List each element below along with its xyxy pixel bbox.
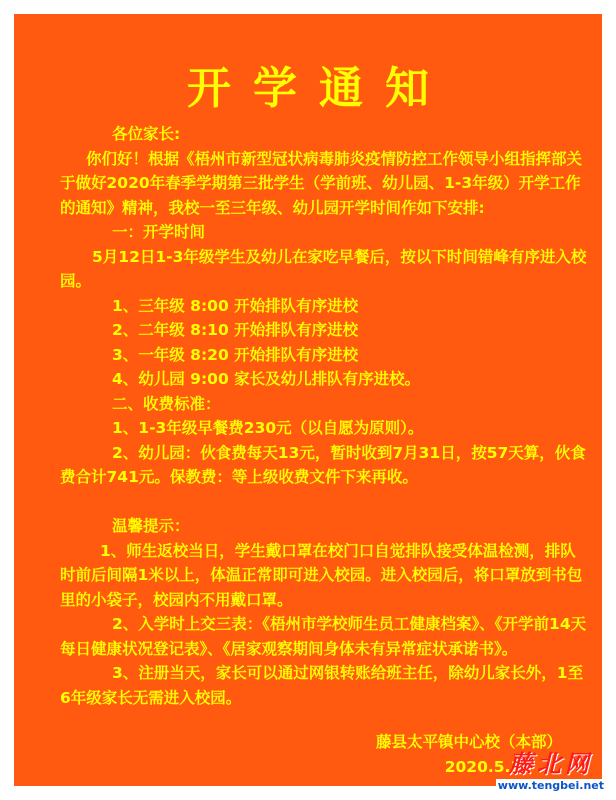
tip-item: 1、师生返校当日，学生戴口罩在校门口自觉排队接受体温检测，排队时前后间隔1米以上，体温正常即可进入校园。进入校园后，将口罩放到书包里的小袋子，校园内不用戴口罩。 [60,541,583,609]
fee-item: 2、幼儿园：伙食费每天13元，暂时收到7月31日，按57天算，伙食费合计741元。保教费：等上级收费文件下来再收。 [60,443,586,486]
section1-heading: 一：开学时间 [112,223,206,241]
tip-item: 3、注册当天，家长可以通过网银转账给班主任，除幼儿家长外，1至6年级家长无需进入校园。 [60,664,584,707]
notice-poster [14,14,602,786]
schedule-item: 4、幼儿园 9:00 家长及幼儿排队有序进校。 [112,370,421,388]
section1-text: 5月12日1-3年级学生及幼儿在家吃早餐后，按以下时间错峰有序进入校园。 [60,247,587,290]
watermark-url: www.tengbei.net [497,779,604,792]
schedule-item: 1、三年级 8:00 开始排队有序进校 [112,296,359,315]
signature: 藤县太平镇中心校（本部） [375,733,562,751]
fee-item: 1、1-3年级早餐费230元（以自愿为原则）。 [112,419,424,437]
notice-body [60,122,590,710]
spacer [60,490,590,515]
notice-date: 2020.5.10 [444,758,532,776]
watermark [496,744,606,792]
schedule-item: 3、一年级 8:20 开始排队有序进校 [112,345,359,364]
intro-paragraph: 你们好！根据《梧州市新型冠状病毒肺炎疫情防控工作领导小组指挥部关于做好2020年春季学期第三批学生（学前班、幼儿园、1-3年级）开学工作的通知》精神，我校一至三年级、幼儿园开学时间作如下安排: [60,149,583,217]
greeting: 各位家长: [112,125,181,143]
watermark-logo: 藤北网 [508,749,593,778]
section2-heading: 二、收费标准： [112,394,221,413]
tip-item: 2、入学时上交三表：《梧州市学校师生员工健康档案》、《开学前14天每日健康状况登记表》、《居家观察期间身体未有异常症状承诺书》。 [60,615,587,658]
tips-heading: 温馨提示： [112,517,190,535]
schedule-item: 2、二年级 8:10 开始排队有序进校 [112,321,359,339]
notice-title: 开学通知 [187,63,451,114]
